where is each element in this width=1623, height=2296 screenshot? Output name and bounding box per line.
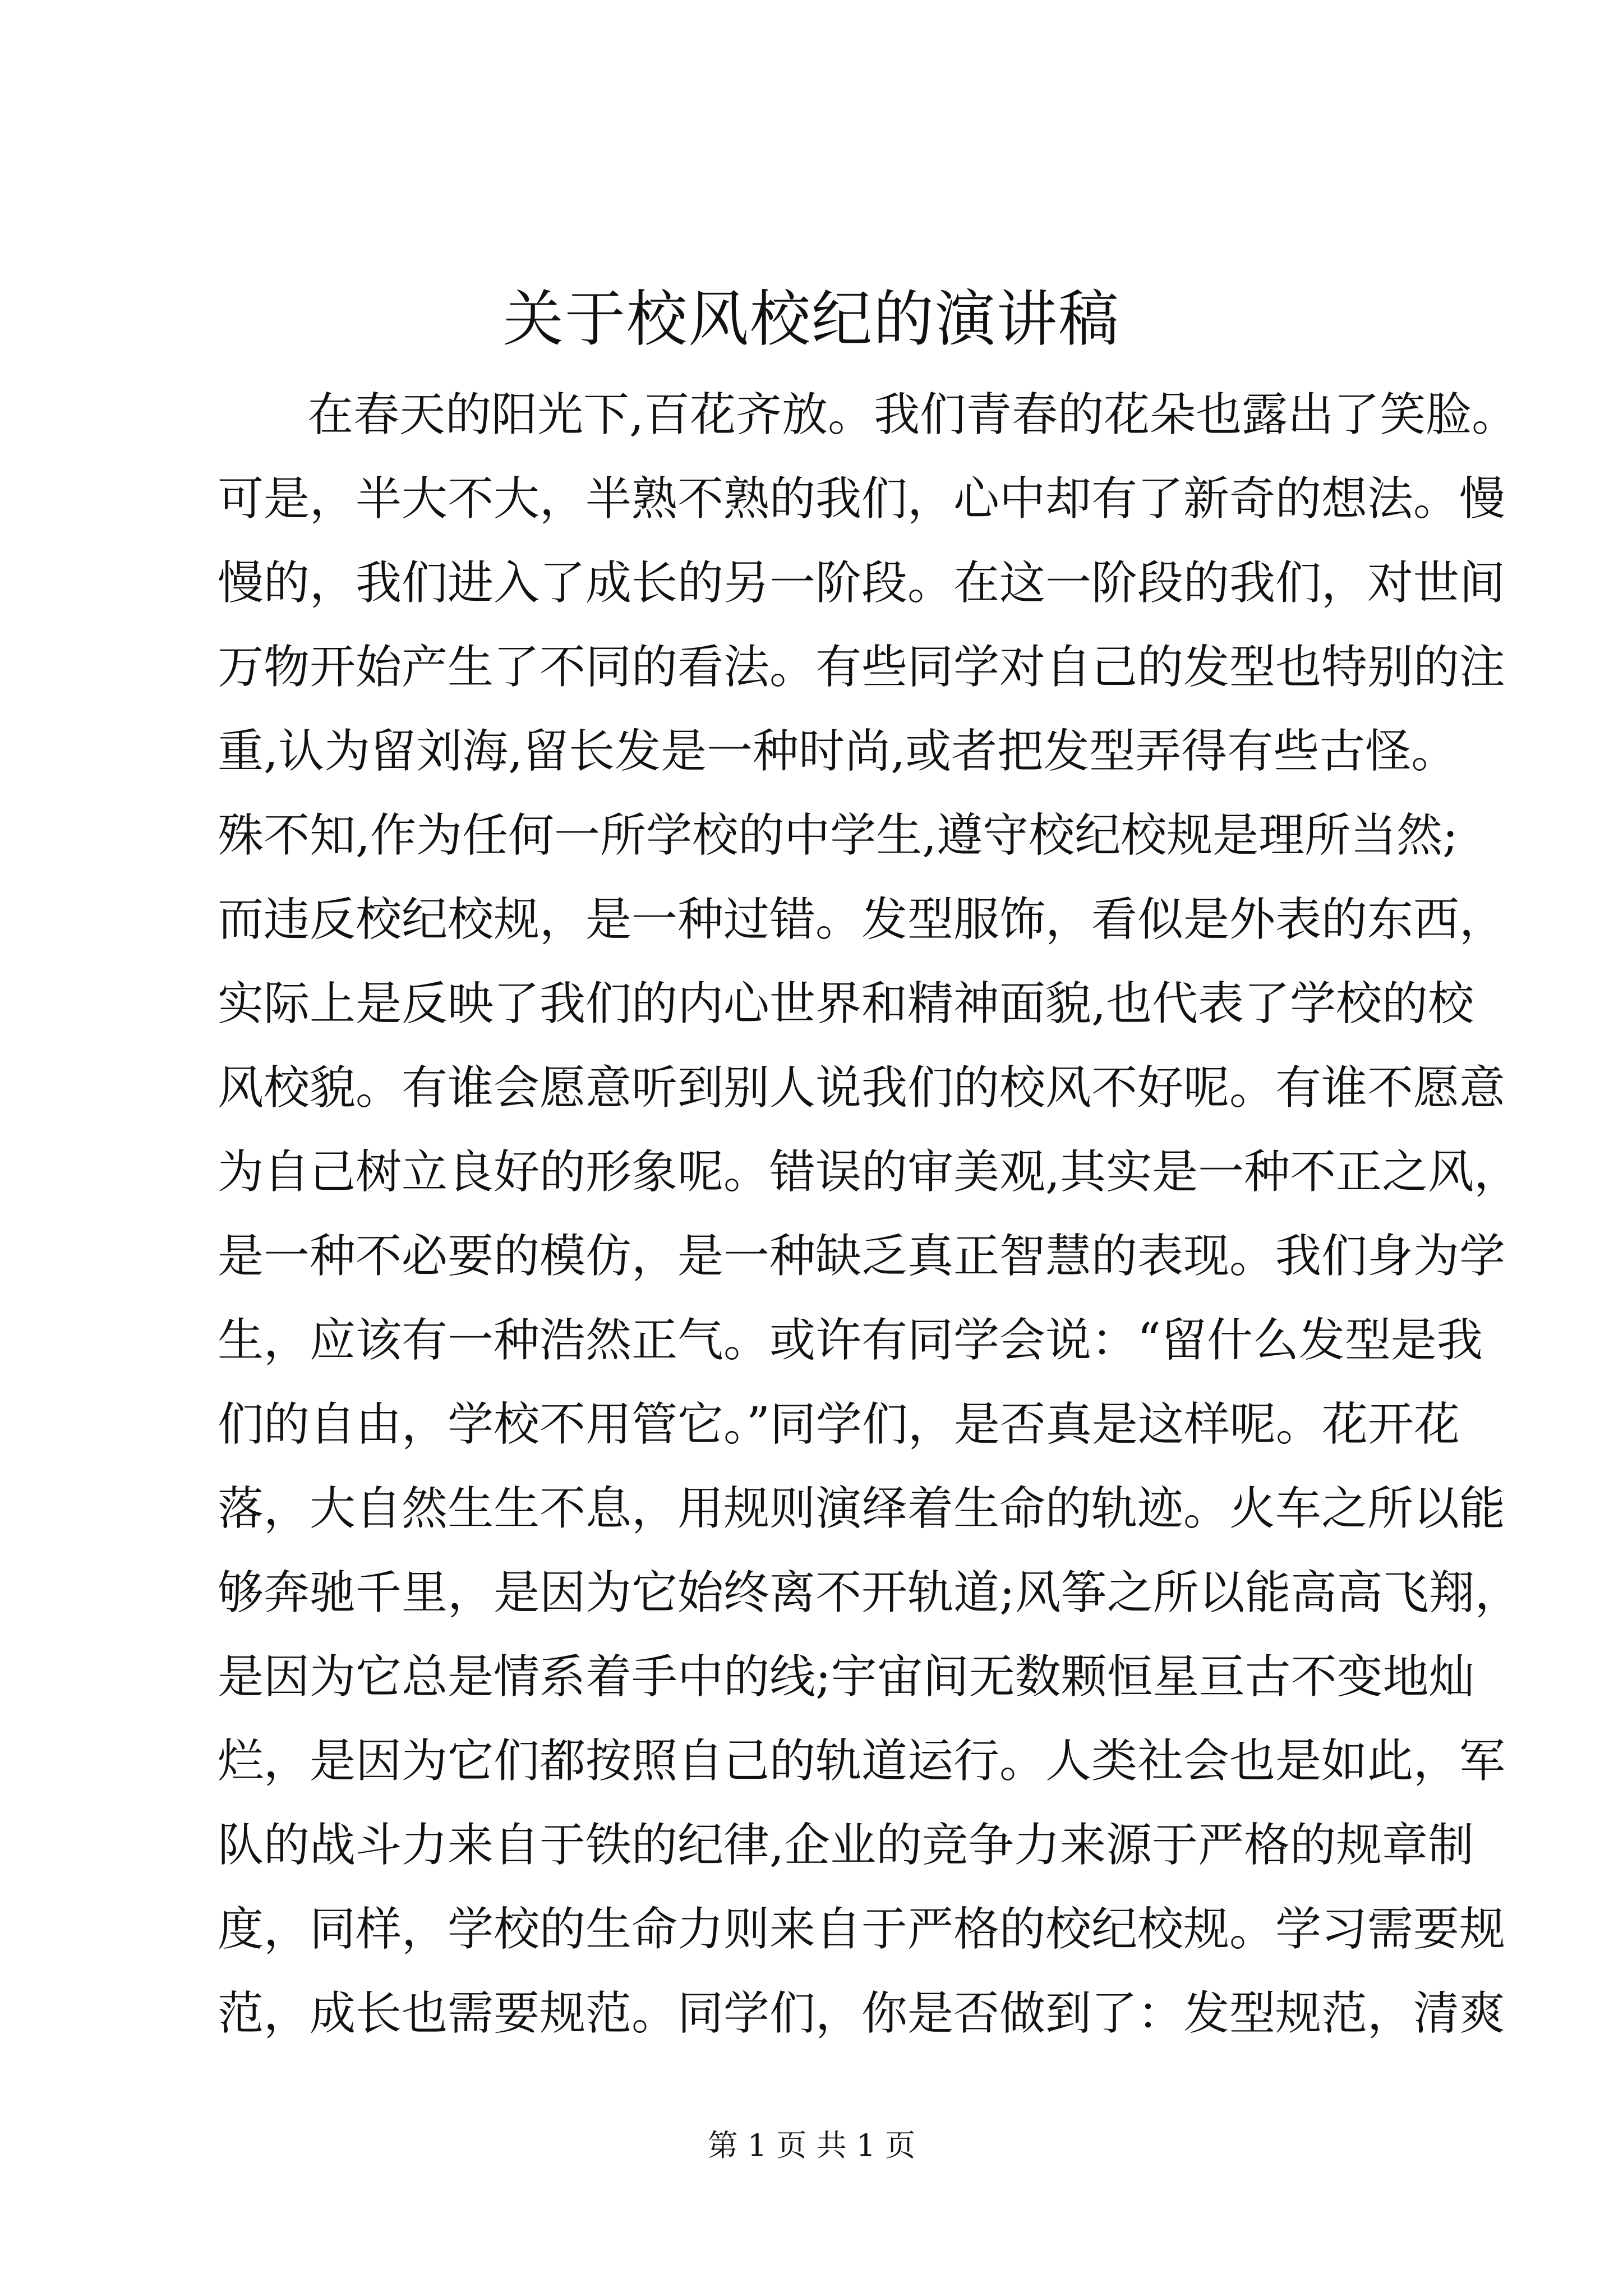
document-title: 关于校风校纪的演讲稿 [502,284,1120,355]
body-line: 度，同样，学校的生命力则来自于严格的校纪校规。学习需要规 [218,1903,1506,1956]
page-footer: 第 1 页 共 1 页 [707,2128,916,2163]
body-line: 在春天的阳光下,百花齐放。我们青春的花朵也露出了笑脸。 [307,388,1518,441]
body-line: 为自己树立良好的形象呢。错误的审美观,其实是一种不正之风， [218,1145,1520,1199]
body-line: 烂，是因为它们都按照自己的轨道运行。人类社会也是如此，军 [218,1734,1506,1788]
body-line: 够奔驰千里，是因为它始终离不开轨道;风筝之所以能高高飞翔， [218,1566,1521,1619]
body-line: 们的自由，学校不用管它。”同学们，是否真是这样呢。花开花 [218,1398,1460,1451]
body-line: 队的战斗力来自于铁的纪律,企业的竞争力来源于严格的规章制 [218,1819,1474,1872]
body-line: 殊不知,作为任何一所学校的中学生,遵守校纪校规是理所当然; [218,809,1458,862]
body-line: 可是，半大不大，半熟不熟的我们，心中却有了新奇的想法。慢 [218,472,1506,526]
body-line: 是一种不必要的模仿，是一种缺乏真正智慧的表现。我们身为学 [218,1230,1506,1283]
body-line: 风校貌。有谁会愿意听到别人说我们的校风不好呢。有谁不愿意 [218,1061,1506,1115]
body-line: 范，成长也需要规范。同学们，你是否做到了：发型规范，清爽 [218,1987,1506,2040]
body-line: 而违反校纪校规，是一种过错。发型服饰，看似是外表的东西， [218,893,1506,946]
body-line: 是因为它总是情系着手中的线;宇宙间无数颗恒星亘古不变地灿 [218,1650,1475,1704]
body-line: 落，大自然生生不息，用规则演绎着生命的轨迹。火车之所以能 [218,1482,1506,1535]
body-line: 重,认为留刘海,留长发是一种时尚,或者把发型弄得有些古怪。 [218,725,1458,778]
document-body [218,373,1521,2056]
body-line: 生，应该有一种浩然正气。或许有同学会说：“留什么发型是我 [218,1314,1483,1367]
body-line: 实际上是反映了我们的内心世界和精神面貌,也代表了学校的校 [218,977,1474,1030]
body-line: 万物开始产生了不同的看法。有些同学对自己的发型也特别的注 [218,641,1506,694]
body-line: 慢的，我们进入了成长的另一阶段。在这一阶段的我们，对世间 [218,556,1506,610]
